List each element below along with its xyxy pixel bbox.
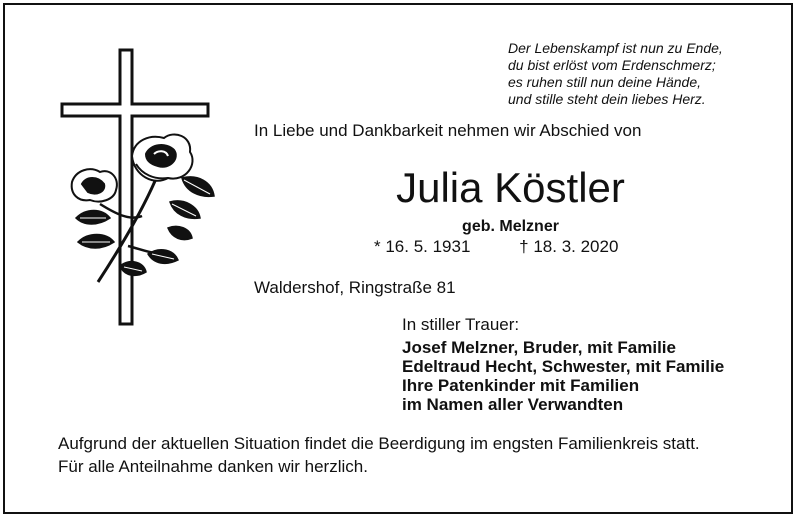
poem-line: du bist erlöst vom Erdenschmerz; bbox=[508, 57, 716, 73]
intro-text: In Liebe und Dankbarkeit nehmen wir Abschied von bbox=[254, 121, 642, 140]
birth-date: * 16. 5. 1931 bbox=[374, 237, 471, 256]
maiden-name: geb. Melzner bbox=[462, 218, 559, 235]
address: Waldershof, Ringstraße 81 bbox=[254, 278, 456, 297]
mourners-list bbox=[402, 338, 724, 414]
death-date: † 18. 3. 2020 bbox=[519, 237, 619, 256]
poem-line: Der Lebenskampf ist nun zu Ende, bbox=[508, 40, 723, 56]
poem-line: es ruhen still nun deine Hände, bbox=[508, 74, 702, 90]
mourner-entry: im Namen aller Verwandten bbox=[402, 395, 624, 414]
life-dates bbox=[374, 237, 618, 257]
footer-line: Aufgrund der aktuellen Situation findet die Beerdigung im engsten Familienkreis statt. bbox=[58, 434, 700, 453]
mourner-entry: Ihre Patenkinder mit Familien bbox=[402, 376, 640, 395]
poem bbox=[508, 40, 788, 108]
footer-line: Für alle Anteilnahme danken wir herzlich. bbox=[58, 457, 368, 476]
cross-with-roses-icon bbox=[58, 46, 218, 328]
deceased-name: Julia Köstler bbox=[396, 164, 625, 211]
footer-notice bbox=[58, 432, 700, 478]
mourning-label: In stiller Trauer: bbox=[402, 315, 520, 334]
poem-line: und stille steht dein liebes Herz. bbox=[508, 91, 706, 107]
mourner-entry: Josef Melzner, Bruder, mit Familie bbox=[402, 338, 676, 357]
mourner-entry: Edeltraud Hecht, Schwester, mit Familie bbox=[402, 357, 725, 376]
